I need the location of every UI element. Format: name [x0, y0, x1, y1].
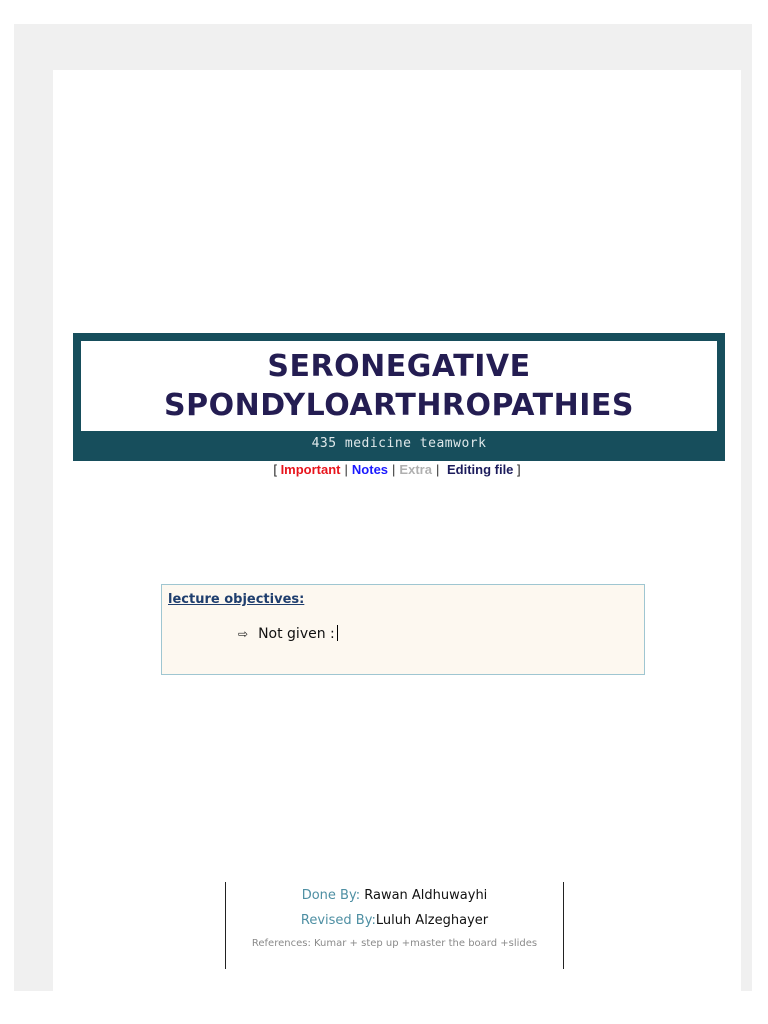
lecture-objectives-box: [161, 584, 645, 675]
page-title-line-2: SPONDYLOARTHROPATHIES: [164, 388, 634, 423]
objective-item[interactable]: [238, 625, 338, 642]
objectives-heading: lecture objectives:: [168, 592, 305, 607]
objective-item-text: Not given :: [258, 626, 335, 642]
team-subtitle: 435 medicine teamwork: [311, 436, 487, 451]
legend-separator: |: [435, 462, 440, 477]
references-line: References: Kumar + step up +master the board +slides: [251, 938, 538, 949]
revised-by-value: Luluh Alzeghayer: [375, 913, 489, 928]
page-title-line-1: SERONEGATIVE: [267, 349, 531, 384]
credits-block: [225, 882, 564, 969]
legend-separator: |: [392, 462, 396, 477]
legend-extra: Extra: [399, 462, 432, 477]
document-page: [53, 70, 741, 992]
revised-by-line: [226, 913, 563, 928]
title-box: [81, 341, 717, 431]
done-by-line: [226, 888, 563, 903]
done-by-value: Rawan Aldhuwayhi: [364, 888, 488, 903]
page-frame: [14, 24, 752, 991]
legend-open-bracket: [: [273, 462, 277, 477]
revised-by-label: Revised By:: [300, 913, 376, 928]
text-cursor: [337, 625, 338, 641]
right-arrow-outline-icon: ⇨: [238, 627, 249, 641]
legend-editing-file: Editing file: [446, 462, 514, 477]
legend-close-bracket: ]: [517, 462, 521, 477]
legend-notes: Notes: [351, 462, 389, 477]
done-by-label: Done By:: [301, 888, 361, 903]
legend-separator: |: [344, 462, 348, 477]
title-band: [73, 333, 725, 461]
color-legend: [53, 462, 741, 477]
legend-important: Important: [280, 462, 341, 477]
